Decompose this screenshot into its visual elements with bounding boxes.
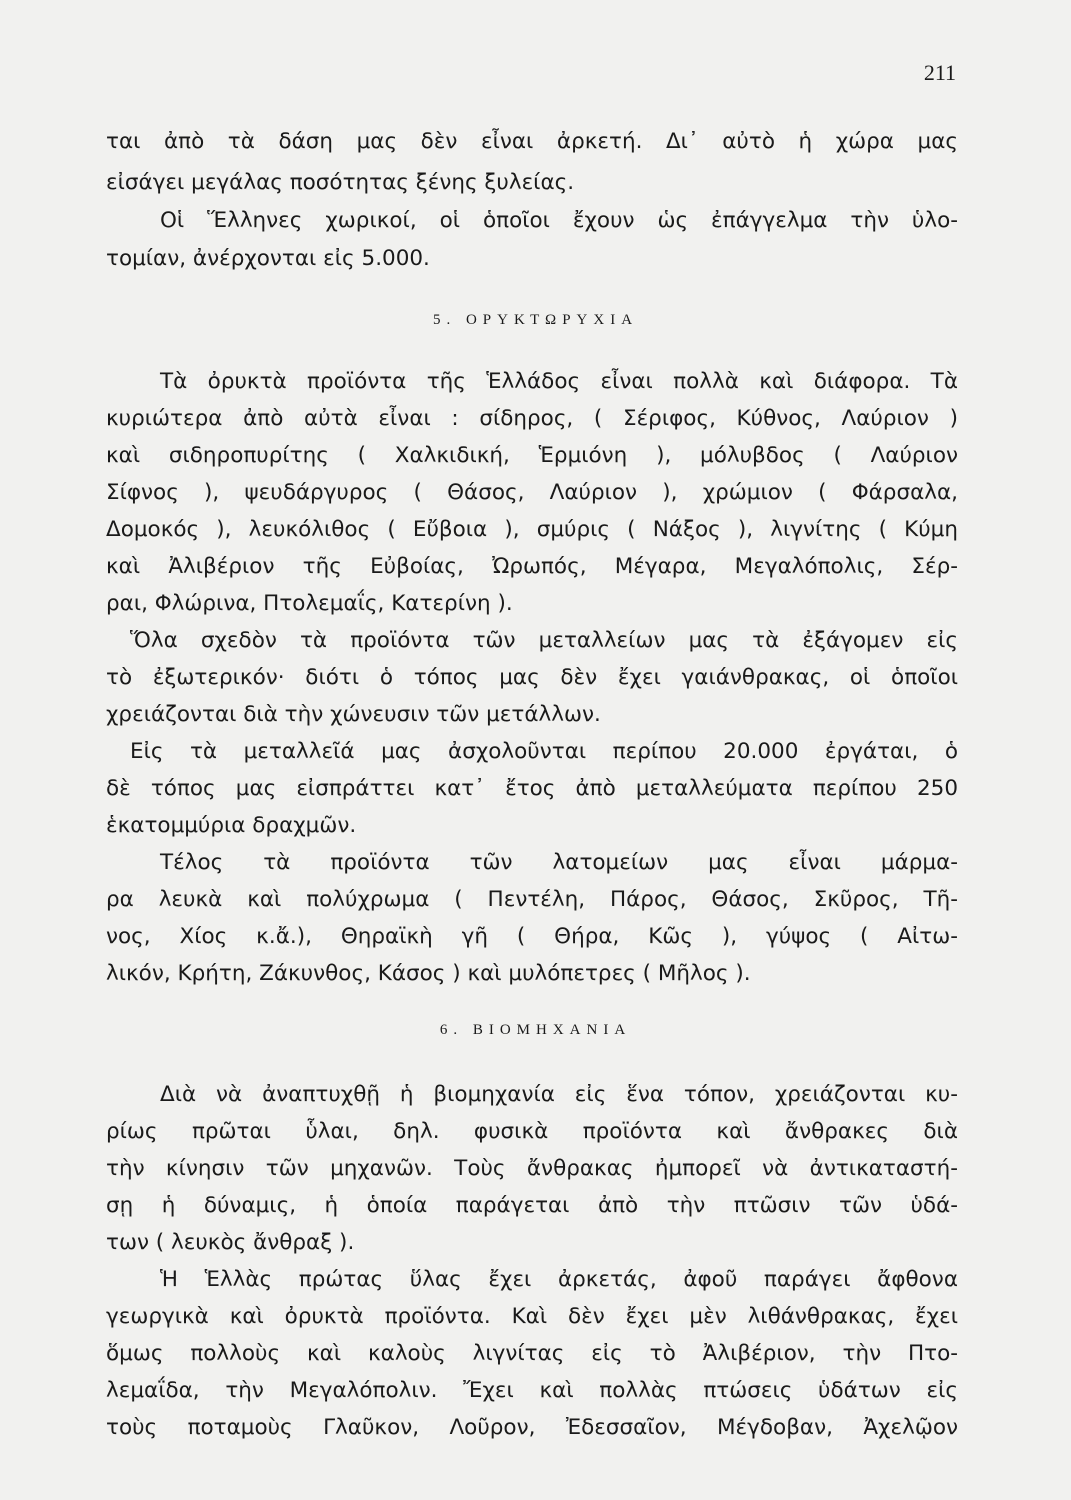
text-line: καὶ σιδηροπυρίτης ( Χαλκιδική, Ἑρμιόνη ), μόλυβδος ( Λαύριον <box>106 443 958 468</box>
text-line: ὅμως πολλοὺς καὶ καλοὺς λιγνίτας εἰς τὸ Ἀλιβέριον, τὴν Πτο- <box>106 1341 958 1366</box>
text-line: Τὰ ὀρυκτὰ προϊόντα τῆς Ἑλλάδος εἶναι πολλὰ καὶ διάφορα. Τὰ <box>160 369 958 394</box>
text-line: τομίαν, ἀνέρχονται εἰς 5.000. <box>106 246 430 271</box>
text-line: ται ἀπὸ τὰ δάση μας δὲν εἶναι ἀρκετή. Δι᾽ αὐτὸ ἡ χώρα μας <box>106 129 958 154</box>
text-line: τοὺς ποταμοὺς Γλαῦκον, Λοῦρον, Ἐδεσσαῖον, Μέγδοβαν, Ἀχελῷον <box>106 1415 958 1440</box>
text-line: ἑκατομμύρια δραχμῶν. <box>106 813 357 838</box>
text-line: νος, Χίος κ.ἄ.), Θηραϊκὴ γῆ ( Θήρα, Κῶς ), γύψος ( Αἰτω- <box>106 924 958 949</box>
text-line: γεωργικὰ καὶ ὀρυκτὰ προϊόντα. Καὶ δὲν ἔχει μὲν λιθάνθρακας, ἔχει <box>106 1304 958 1329</box>
text-line: Δομοκός ), λευκόλιθος ( Εὔβοια ), σμύρις ( Νάξος ), λιγνίτης ( Κύμη <box>106 517 958 542</box>
text-line: Ὅλα σχεδὸν τὰ προϊόντα τῶν μεταλλείων μας τὰ ἐξάγομεν εἰς <box>130 628 958 653</box>
text-line: ραι, Φλώρινα, Πτολεμαΐς, Κατερίνη ). <box>106 591 513 616</box>
text-line: Εἰς τὰ μεταλλεῖά μας ἀσχολοῦνται περίπου 20.000 ἐργάται, ὁ <box>130 739 958 764</box>
text-line: Διὰ νὰ ἀναπτυχθῇ ἡ βιομηχανία εἰς ἕνα τόπον, χρειάζονται κυ- <box>160 1082 958 1107</box>
text-line: λεμαΐδα, τὴν Μεγαλόπολιν. Ἔχει καὶ πολλὰς πτώσεις ὑδάτων εἰς <box>106 1378 958 1403</box>
text-line: Τέλος τὰ προϊόντα τῶν λατομείων μας εἶναι μάρμα- <box>160 850 958 875</box>
text-line: σῃ ἡ δύναμις, ἡ ὁποία παράγεται ἀπὸ τὴν πτῶσιν τῶν ὑδά- <box>106 1193 958 1218</box>
text-line: λικόν, Κρήτη, Ζάκυνθος, Κάσος ) καὶ μυλόπετρες ( Μῆλος ). <box>106 961 751 986</box>
text-line: ρίως πρῶται ὗλαι, δηλ. φυσικὰ προϊόντα καὶ ἄνθρακες διὰ <box>106 1119 958 1144</box>
text-line: δὲ τόπος μας εἰσπράττει κατ᾽ ἔτος ἀπὸ μεταλλεύματα περίπου 250 <box>106 776 958 801</box>
text-line: των ( λευκὸς ἄνθραξ ). <box>106 1230 355 1255</box>
text-line: Σίφνος ), ψευδάργυρος ( Θάσος, Λαύριον ), χρώμιον ( Φάρσαλα, <box>106 480 958 505</box>
section-heading-industry: 6. ΒΙΟΜΗΧΑΝΙΑ <box>439 1022 632 1038</box>
page-number: 211 <box>923 60 956 85</box>
text-line: χρειάζονται διὰ τὴν χώνευσιν τῶν μετάλλων. <box>106 702 601 727</box>
text-line: καὶ Ἀλιβέριον τῆς Εὐβοίας, Ὠρωπός, Μέγαρα, Μεγαλόπολις, Σέρ- <box>106 554 958 579</box>
text-line: Ἡ Ἑλλὰς πρώτας ὕλας ἔχει ἀρκετάς, ἀφοῦ παράγει ἄφθονα <box>160 1267 958 1292</box>
text-line: τὸ ἐξωτερικόν· διότι ὁ τόπος μας δὲν ἔχει γαιάνθρακας, οἱ ὁποῖοι <box>106 665 958 690</box>
text-line: Οἱ Ἕλληνες χωρικοί, οἱ ὁποῖοι ἔχουν ὡς ἐπάγγελμα τὴν ὑλο- <box>160 208 958 233</box>
text-line: ρα λευκὰ καὶ πολύχρωμα ( Πεντέλη, Πάρος, Θάσος, Σκῦρος, Τῆ- <box>106 887 958 912</box>
text-line: τὴν κίνησιν τῶν μηχανῶν. Τοὺς ἄνθρακας ἠμπορεῖ νὰ ἀντικαταστή- <box>106 1156 958 1181</box>
section-heading-mining: 5. ΟΡΥΚΤΩΡΥΧΙΑ <box>432 312 639 328</box>
text-line: κυριώτερα ἀπὸ αὐτὰ εἶναι : σίδηρος, ( Σέριφος, Κύθνος, Λαύριον ) <box>106 406 958 431</box>
text-line: εἰσάγει μεγάλας ποσότητας ξένης ξυλείας. <box>106 170 575 195</box>
